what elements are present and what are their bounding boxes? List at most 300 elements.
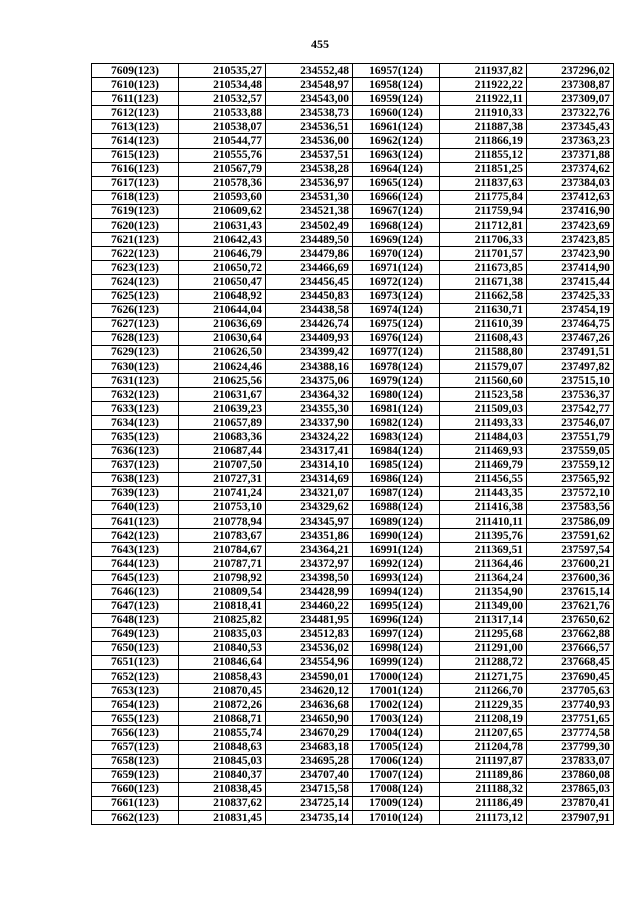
cell-point-id-left: 7651(123) — [92, 655, 179, 669]
table-row — [92, 162, 614, 176]
table-row — [92, 500, 614, 514]
cell-x-right: 211410,11 — [440, 515, 527, 529]
cell-point-id-right: 17009(124) — [353, 796, 440, 810]
cell-point-id-left: 7635(123) — [92, 430, 179, 444]
cell-y-right: 237740,93 — [527, 698, 614, 712]
cell-point-id-left: 7616(123) — [92, 162, 179, 176]
cell-point-id-right: 16964(124) — [353, 162, 440, 176]
table-row — [92, 345, 614, 359]
cell-x-left: 210848,63 — [179, 740, 266, 754]
cell-y-left: 234314,10 — [266, 458, 353, 472]
cell-point-id-left: 7653(123) — [92, 684, 179, 698]
cell-point-id-right: 16996(124) — [353, 613, 440, 627]
table-row — [92, 529, 614, 543]
cell-x-left: 210631,43 — [179, 219, 266, 233]
cell-y-right: 237559,12 — [527, 458, 614, 472]
cell-y-left: 234426,74 — [266, 317, 353, 331]
cell-x-left: 210858,43 — [179, 670, 266, 684]
table-row — [92, 204, 614, 218]
cell-y-right: 237621,76 — [527, 599, 614, 613]
cell-y-left: 234450,83 — [266, 289, 353, 303]
cell-point-id-left: 7621(123) — [92, 233, 179, 247]
cell-point-id-left: 7647(123) — [92, 599, 179, 613]
table-row — [92, 374, 614, 388]
cell-point-id-left: 7642(123) — [92, 529, 179, 543]
cell-y-left: 234543,00 — [266, 92, 353, 106]
cell-x-right: 211173,12 — [440, 810, 527, 824]
cell-x-right: 211509,03 — [440, 402, 527, 416]
cell-x-left: 210784,67 — [179, 543, 266, 557]
cell-point-id-right: 16957(124) — [353, 64, 440, 78]
coordinates-table-body — [92, 64, 614, 825]
cell-x-left: 210535,27 — [179, 64, 266, 78]
cell-point-id-left: 7633(123) — [92, 402, 179, 416]
cell-y-right: 237491,51 — [527, 345, 614, 359]
cell-y-left: 234707,40 — [266, 768, 353, 782]
cell-y-right: 237536,37 — [527, 388, 614, 402]
cell-y-right: 237412,63 — [527, 190, 614, 204]
cell-y-right: 237591,62 — [527, 529, 614, 543]
cell-x-right: 211469,79 — [440, 458, 527, 472]
cell-x-left: 210648,92 — [179, 289, 266, 303]
cell-point-id-left: 7618(123) — [92, 190, 179, 204]
cell-x-left: 210753,10 — [179, 500, 266, 514]
table-row — [92, 613, 614, 627]
cell-point-id-left: 7659(123) — [92, 768, 179, 782]
cell-x-left: 210631,67 — [179, 388, 266, 402]
cell-point-id-right: 16966(124) — [353, 190, 440, 204]
cell-point-id-left: 7660(123) — [92, 782, 179, 796]
cell-y-right: 237860,08 — [527, 768, 614, 782]
table-row — [92, 416, 614, 430]
cell-x-right: 211922,22 — [440, 78, 527, 92]
coordinates-table — [91, 63, 614, 825]
cell-x-left: 210818,41 — [179, 599, 266, 613]
cell-x-left: 210644,04 — [179, 303, 266, 317]
cell-point-id-left: 7643(123) — [92, 543, 179, 557]
cell-point-id-right: 16994(124) — [353, 585, 440, 599]
cell-point-id-left: 7644(123) — [92, 557, 179, 571]
cell-y-right: 237668,45 — [527, 655, 614, 669]
cell-y-right: 237546,07 — [527, 416, 614, 430]
cell-point-id-right: 16980(124) — [353, 388, 440, 402]
cell-y-right: 237586,09 — [527, 515, 614, 529]
cell-x-right: 211395,76 — [440, 529, 527, 543]
cell-point-id-right: 16991(124) — [353, 543, 440, 557]
cell-y-right: 237597,54 — [527, 543, 614, 557]
table-row — [92, 233, 614, 247]
table-row — [92, 782, 614, 796]
cell-y-left: 234695,28 — [266, 754, 353, 768]
cell-y-left: 234537,51 — [266, 148, 353, 162]
cell-y-right: 237650,62 — [527, 613, 614, 627]
cell-y-right: 237308,87 — [527, 78, 614, 92]
cell-point-id-right: 16965(124) — [353, 176, 440, 190]
cell-y-left: 234489,50 — [266, 233, 353, 247]
cell-x-left: 210868,71 — [179, 712, 266, 726]
cell-point-id-right: 16998(124) — [353, 641, 440, 655]
cell-point-id-right: 16985(124) — [353, 458, 440, 472]
cell-y-left: 234372,97 — [266, 557, 353, 571]
cell-x-left: 210838,45 — [179, 782, 266, 796]
table-row — [92, 768, 614, 782]
cell-y-right: 237384,03 — [527, 176, 614, 190]
table-row — [92, 712, 614, 726]
cell-y-left: 234351,86 — [266, 529, 353, 543]
cell-x-left: 210650,72 — [179, 261, 266, 275]
cell-x-right: 211189,86 — [440, 768, 527, 782]
cell-point-id-left: 7648(123) — [92, 613, 179, 627]
cell-y-left: 234479,86 — [266, 247, 353, 261]
cell-x-left: 210870,45 — [179, 684, 266, 698]
cell-point-id-left: 7639(123) — [92, 486, 179, 500]
cell-y-left: 234329,62 — [266, 500, 353, 514]
cell-x-left: 210840,37 — [179, 768, 266, 782]
table-row — [92, 585, 614, 599]
cell-y-left: 234548,97 — [266, 78, 353, 92]
cell-x-left: 210624,46 — [179, 359, 266, 373]
cell-point-id-right: 16982(124) — [353, 416, 440, 430]
cell-x-right: 211208,19 — [440, 712, 527, 726]
cell-y-left: 234398,50 — [266, 571, 353, 585]
cell-y-right: 237423,69 — [527, 219, 614, 233]
cell-point-id-right: 16970(124) — [353, 247, 440, 261]
cell-y-left: 234399,42 — [266, 345, 353, 359]
cell-x-right: 211295,68 — [440, 627, 527, 641]
cell-point-id-right: 16986(124) — [353, 472, 440, 486]
cell-y-left: 234481,95 — [266, 613, 353, 627]
cell-y-left: 234337,90 — [266, 416, 353, 430]
cell-x-right: 211456,55 — [440, 472, 527, 486]
cell-x-right: 211469,93 — [440, 444, 527, 458]
cell-point-id-right: 16967(124) — [353, 204, 440, 218]
table-row — [92, 796, 614, 810]
cell-y-left: 234536,97 — [266, 176, 353, 190]
cell-x-right: 211706,33 — [440, 233, 527, 247]
table-row — [92, 261, 614, 275]
cell-point-id-right: 16972(124) — [353, 275, 440, 289]
cell-y-right: 237296,02 — [527, 64, 614, 78]
cell-y-left: 234466,69 — [266, 261, 353, 275]
cell-point-id-right: 16976(124) — [353, 331, 440, 345]
cell-point-id-right: 17003(124) — [353, 712, 440, 726]
cell-y-right: 237662,88 — [527, 627, 614, 641]
table-row — [92, 698, 614, 712]
cell-y-right: 237371,88 — [527, 148, 614, 162]
cell-point-id-left: 7614(123) — [92, 134, 179, 148]
cell-point-id-right: 16989(124) — [353, 515, 440, 529]
cell-x-right: 211630,71 — [440, 303, 527, 317]
cell-point-id-left: 7610(123) — [92, 78, 179, 92]
cell-y-left: 234460,22 — [266, 599, 353, 613]
cell-point-id-left: 7609(123) — [92, 64, 179, 78]
cell-x-right: 211188,32 — [440, 782, 527, 796]
cell-x-left: 210532,57 — [179, 92, 266, 106]
cell-y-left: 234683,18 — [266, 740, 353, 754]
cell-x-right: 211910,33 — [440, 106, 527, 120]
cell-x-right: 211197,87 — [440, 754, 527, 768]
cell-y-right: 237515,10 — [527, 374, 614, 388]
cell-x-left: 210639,23 — [179, 402, 266, 416]
table-row — [92, 655, 614, 669]
cell-point-id-left: 7649(123) — [92, 627, 179, 641]
cell-y-left: 234650,90 — [266, 712, 353, 726]
cell-point-id-right: 17001(124) — [353, 684, 440, 698]
cell-x-right: 211364,24 — [440, 571, 527, 585]
cell-x-left: 210657,89 — [179, 416, 266, 430]
table-row — [92, 92, 614, 106]
cell-y-left: 234345,97 — [266, 515, 353, 529]
cell-y-right: 237423,85 — [527, 233, 614, 247]
cell-x-left: 210650,47 — [179, 275, 266, 289]
table-row — [92, 726, 614, 740]
cell-y-left: 234388,16 — [266, 359, 353, 373]
cell-point-id-left: 7626(123) — [92, 303, 179, 317]
cell-x-left: 210636,69 — [179, 317, 266, 331]
cell-x-left: 210534,48 — [179, 78, 266, 92]
table-row — [92, 78, 614, 92]
cell-x-right: 211866,19 — [440, 134, 527, 148]
cell-point-id-right: 16962(124) — [353, 134, 440, 148]
cell-y-left: 234409,93 — [266, 331, 353, 345]
cell-y-right: 237751,65 — [527, 712, 614, 726]
cell-y-left: 234364,32 — [266, 388, 353, 402]
cell-y-right: 237423,90 — [527, 247, 614, 261]
cell-y-right: 237907,91 — [527, 810, 614, 824]
cell-x-right: 211271,75 — [440, 670, 527, 684]
cell-point-id-right: 17000(124) — [353, 670, 440, 684]
cell-point-id-left: 7634(123) — [92, 416, 179, 430]
cell-y-left: 234375,06 — [266, 374, 353, 388]
cell-x-left: 210578,36 — [179, 176, 266, 190]
cell-y-left: 234536,51 — [266, 120, 353, 134]
cell-y-left: 234552,48 — [266, 64, 353, 78]
cell-y-left: 234536,02 — [266, 641, 353, 655]
cell-point-id-right: 17002(124) — [353, 698, 440, 712]
table-row — [92, 684, 614, 698]
cell-point-id-right: 17006(124) — [353, 754, 440, 768]
cell-y-right: 237464,75 — [527, 317, 614, 331]
cell-x-left: 210538,07 — [179, 120, 266, 134]
table-row — [92, 444, 614, 458]
cell-y-right: 237572,10 — [527, 486, 614, 500]
cell-x-left: 210630,64 — [179, 331, 266, 345]
table-row — [92, 430, 614, 444]
cell-point-id-left: 7658(123) — [92, 754, 179, 768]
cell-x-left: 210683,36 — [179, 430, 266, 444]
table-row — [92, 486, 614, 500]
table-row — [92, 557, 614, 571]
cell-point-id-left: 7645(123) — [92, 571, 179, 585]
cell-point-id-left: 7646(123) — [92, 585, 179, 599]
table-row — [92, 303, 614, 317]
table-row — [92, 388, 614, 402]
cell-point-id-left: 7630(123) — [92, 359, 179, 373]
cell-x-right: 211484,03 — [440, 430, 527, 444]
cell-y-right: 237363,23 — [527, 134, 614, 148]
table-row — [92, 106, 614, 120]
cell-point-id-right: 16975(124) — [353, 317, 440, 331]
cell-point-id-right: 16990(124) — [353, 529, 440, 543]
cell-point-id-right: 17007(124) — [353, 768, 440, 782]
table-row — [92, 120, 614, 134]
cell-x-right: 211364,46 — [440, 557, 527, 571]
cell-x-right: 211588,80 — [440, 345, 527, 359]
cell-x-right: 211922,11 — [440, 92, 527, 106]
cell-point-id-right: 16978(124) — [353, 359, 440, 373]
cell-y-left: 234538,28 — [266, 162, 353, 176]
cell-y-left: 234428,99 — [266, 585, 353, 599]
table-row — [92, 190, 614, 204]
cell-point-id-left: 7623(123) — [92, 261, 179, 275]
cell-point-id-left: 7624(123) — [92, 275, 179, 289]
cell-x-left: 210626,50 — [179, 345, 266, 359]
table-row — [92, 359, 614, 373]
cell-y-right: 237705,63 — [527, 684, 614, 698]
cell-point-id-left: 7620(123) — [92, 219, 179, 233]
cell-point-id-left: 7619(123) — [92, 204, 179, 218]
cell-x-left: 210845,03 — [179, 754, 266, 768]
cell-y-right: 237467,26 — [527, 331, 614, 345]
cell-x-right: 211443,35 — [440, 486, 527, 500]
table-row — [92, 754, 614, 768]
cell-point-id-right: 16961(124) — [353, 120, 440, 134]
cell-x-left: 210609,62 — [179, 204, 266, 218]
table-row — [92, 219, 614, 233]
cell-x-left: 210555,76 — [179, 148, 266, 162]
cell-y-right: 237774,58 — [527, 726, 614, 740]
cell-point-id-right: 16973(124) — [353, 289, 440, 303]
cell-x-right: 211701,57 — [440, 247, 527, 261]
cell-y-left: 234670,29 — [266, 726, 353, 740]
cell-point-id-right: 16979(124) — [353, 374, 440, 388]
cell-y-right: 237414,90 — [527, 261, 614, 275]
cell-x-left: 210778,94 — [179, 515, 266, 529]
cell-y-left: 234456,45 — [266, 275, 353, 289]
cell-point-id-left: 7636(123) — [92, 444, 179, 458]
cell-x-left: 210787,71 — [179, 557, 266, 571]
cell-point-id-left: 7657(123) — [92, 740, 179, 754]
cell-y-right: 237416,90 — [527, 204, 614, 218]
table-row — [92, 134, 614, 148]
cell-y-right: 237322,76 — [527, 106, 614, 120]
cell-y-right: 237600,36 — [527, 571, 614, 585]
cell-point-id-right: 16968(124) — [353, 219, 440, 233]
cell-y-left: 234536,00 — [266, 134, 353, 148]
cell-x-left: 210825,82 — [179, 613, 266, 627]
cell-point-id-right: 16960(124) — [353, 106, 440, 120]
cell-x-right: 211349,00 — [440, 599, 527, 613]
cell-x-right: 211291,00 — [440, 641, 527, 655]
cell-y-left: 234620,12 — [266, 684, 353, 698]
cell-y-right: 237542,77 — [527, 402, 614, 416]
table-row — [92, 275, 614, 289]
cell-point-id-left: 7638(123) — [92, 472, 179, 486]
table-row — [92, 543, 614, 557]
cell-point-id-left: 7662(123) — [92, 810, 179, 824]
cell-x-right: 211207,65 — [440, 726, 527, 740]
cell-x-left: 210831,45 — [179, 810, 266, 824]
cell-x-right: 211493,33 — [440, 416, 527, 430]
table-row — [92, 317, 614, 331]
cell-x-left: 210846,64 — [179, 655, 266, 669]
cell-y-left: 234512,83 — [266, 627, 353, 641]
cell-point-id-left: 7650(123) — [92, 641, 179, 655]
cell-x-right: 211523,58 — [440, 388, 527, 402]
cell-point-id-left: 7617(123) — [92, 176, 179, 190]
cell-point-id-right: 16974(124) — [353, 303, 440, 317]
cell-x-right: 211887,38 — [440, 120, 527, 134]
cell-x-right: 211266,70 — [440, 684, 527, 698]
cell-y-right: 237583,56 — [527, 500, 614, 514]
cell-point-id-left: 7613(123) — [92, 120, 179, 134]
cell-point-id-right: 16969(124) — [353, 233, 440, 247]
cell-y-left: 234636,68 — [266, 698, 353, 712]
cell-point-id-left: 7632(123) — [92, 388, 179, 402]
table-row — [92, 810, 614, 824]
cell-x-left: 210809,54 — [179, 585, 266, 599]
cell-x-left: 210533,88 — [179, 106, 266, 120]
cell-x-right: 211662,58 — [440, 289, 527, 303]
cell-point-id-left: 7655(123) — [92, 712, 179, 726]
cell-y-left: 234502,49 — [266, 219, 353, 233]
table-row — [92, 515, 614, 529]
cell-point-id-right: 16959(124) — [353, 92, 440, 106]
table-row — [92, 458, 614, 472]
cell-y-left: 234521,38 — [266, 204, 353, 218]
cell-x-right: 211608,43 — [440, 331, 527, 345]
cell-y-right: 237799,30 — [527, 740, 614, 754]
cell-x-right: 211855,12 — [440, 148, 527, 162]
table-row — [92, 571, 614, 585]
cell-x-left: 210837,62 — [179, 796, 266, 810]
cell-y-right: 237415,44 — [527, 275, 614, 289]
cell-x-left: 210840,53 — [179, 641, 266, 655]
cell-y-left: 234531,30 — [266, 190, 353, 204]
cell-y-right: 237309,07 — [527, 92, 614, 106]
cell-y-left: 234554,96 — [266, 655, 353, 669]
cell-y-left: 234324,22 — [266, 430, 353, 444]
cell-y-right: 237870,41 — [527, 796, 614, 810]
cell-point-id-right: 16997(124) — [353, 627, 440, 641]
table-row — [92, 64, 614, 78]
cell-point-id-right: 16995(124) — [353, 599, 440, 613]
cell-point-id-right: 16987(124) — [353, 486, 440, 500]
cell-x-right: 211579,07 — [440, 359, 527, 373]
cell-x-left: 210593,60 — [179, 190, 266, 204]
cell-point-id-right: 17005(124) — [353, 740, 440, 754]
cell-x-left: 210872,26 — [179, 698, 266, 712]
cell-y-right: 237497,82 — [527, 359, 614, 373]
cell-y-left: 234317,41 — [266, 444, 353, 458]
cell-y-right: 237425,33 — [527, 289, 614, 303]
cell-x-left: 210741,24 — [179, 486, 266, 500]
cell-point-id-right: 16958(124) — [353, 78, 440, 92]
cell-x-right: 211775,84 — [440, 190, 527, 204]
cell-x-right: 211317,14 — [440, 613, 527, 627]
cell-x-left: 210687,44 — [179, 444, 266, 458]
table-row — [92, 670, 614, 684]
table-row — [92, 627, 614, 641]
cell-point-id-right: 16999(124) — [353, 655, 440, 669]
cell-x-left: 210642,43 — [179, 233, 266, 247]
cell-x-right: 211837,63 — [440, 176, 527, 190]
cell-y-left: 234321,07 — [266, 486, 353, 500]
cell-x-right: 211759,94 — [440, 204, 527, 218]
cell-y-right: 237690,45 — [527, 670, 614, 684]
cell-point-id-left: 7622(123) — [92, 247, 179, 261]
cell-point-id-left: 7628(123) — [92, 331, 179, 345]
